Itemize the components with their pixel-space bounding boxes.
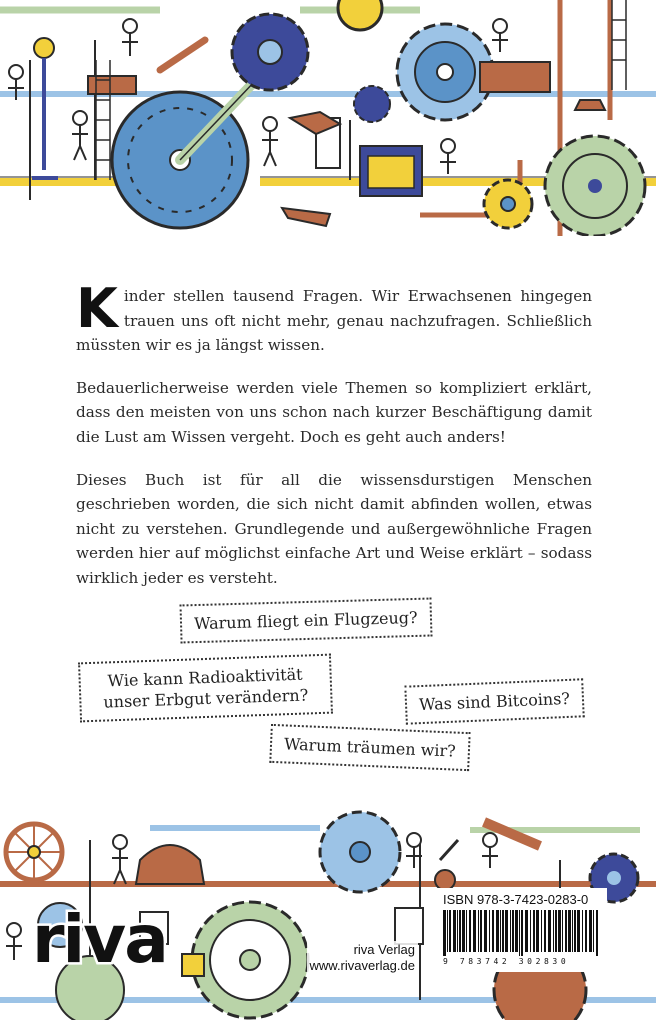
top-machinery-illustration <box>0 0 656 236</box>
question-box-traeumen: Warum träumen wir? <box>269 724 470 771</box>
barcode-bar <box>568 910 571 952</box>
barcode-bar <box>582 910 583 952</box>
barcode-bar <box>521 910 523 956</box>
question-box-radioaktivitaet <box>78 654 333 723</box>
navy-gear <box>232 14 308 90</box>
barcode-bar <box>558 910 561 952</box>
barcode-bar <box>589 910 592 952</box>
question-radio-line-1: Wie kann Radioaktivität <box>107 664 303 691</box>
question-radio-line-2: unser Erbgut verändern? <box>103 685 309 712</box>
barcode-bar <box>462 910 465 952</box>
barcode-graphic <box>443 910 599 956</box>
barcode-bar <box>515 910 518 952</box>
barcode-bar <box>544 910 546 952</box>
barcode-bar <box>466 910 467 952</box>
machinery-drawing <box>0 0 656 236</box>
barcode-bar <box>565 910 567 952</box>
dropcap-letter: K <box>76 277 118 340</box>
publisher-name: riva Verlag <box>353 942 415 957</box>
barcode-bar <box>574 910 576 952</box>
barcode-bar <box>496 910 499 952</box>
green-gear <box>545 136 645 236</box>
barcode-bar <box>510 910 511 952</box>
barcode-bar <box>572 910 573 952</box>
barcode-bar <box>457 910 458 952</box>
barcode-bar <box>447 910 448 952</box>
big-green-gear <box>192 902 308 1018</box>
barcode-bar <box>449 910 451 952</box>
barcode-bar <box>492 910 494 952</box>
barcode-bar <box>443 910 446 956</box>
brown-wheel <box>6 824 62 880</box>
barcode-bar <box>500 910 501 952</box>
barcode-bar <box>484 910 487 952</box>
isbn-barcode-box <box>433 888 607 972</box>
barcode-bar <box>577 910 580 952</box>
barcode-bar <box>536 910 539 952</box>
barcode-bar <box>489 910 490 952</box>
question-box-flugzeug: Warum fliegt ein Flugzeug? <box>180 597 433 643</box>
blue-gear-bottom <box>320 812 400 892</box>
riva-logo: riva <box>32 901 167 978</box>
barcode-bar <box>512 910 514 952</box>
barcode-bar <box>553 910 554 952</box>
barcode-bar <box>473 910 476 952</box>
barcode-bar <box>530 910 531 952</box>
barcode-bar <box>555 910 557 952</box>
barcode-bar <box>562 910 563 952</box>
barcode-bar <box>505 910 508 952</box>
barcode-bar <box>596 910 598 956</box>
barcode-bar <box>480 910 482 952</box>
barcode-bar <box>453 910 456 952</box>
barcode-bar <box>585 910 587 952</box>
intro-paragraph-3: Dieses Buch ist für all die wissensdurstigen Menschen geschrieben worden, die sich nicht damit abfinden wollen, etwas nicht zu verstehen. Grundlegende und außergewöhnliche Fragen werden hier auf möglichst einfache Art und Weise erklärt – sodass wirklich jeder es versteht. <box>76 470 592 587</box>
barcode-bar <box>519 910 520 956</box>
barcode-bar <box>469 910 471 952</box>
barcode-bar <box>525 910 528 952</box>
question-box-bitcoins: Was sind Bitcoins? <box>404 678 584 724</box>
barcode-digits: 9 783742 302830 <box>443 957 570 966</box>
paragraph-1-text: inder stellen tausend Fragen. Wir Erwachsenen hingegen trauen uns oft nicht mehr, genau nachzufragen. Schließlich müssten wir es ja längst wissen. <box>76 287 592 355</box>
barcode-bar <box>593 910 594 952</box>
intro-text <box>76 277 592 609</box>
isbn-label: ISBN 978-3-7423-0283-0 <box>443 892 589 907</box>
publisher-url: www.rivaverlag.de <box>309 958 415 973</box>
publisher-info <box>307 941 419 975</box>
barcode-bar <box>459 910 461 952</box>
barcode-bar <box>533 910 535 952</box>
barcode-bar <box>502 910 504 952</box>
barcode-bar <box>478 910 479 952</box>
light-blue-gear <box>397 24 493 120</box>
intro-paragraph-1 <box>76 277 592 358</box>
intro-paragraph-2: Bedauerlicherweise werden viele Themen so kompliziert erklärt, dass den meisten von uns schon nach kurzer Beschäftigung damit die Lust am Wissen vergeht. Doch es geht auch anders! <box>76 378 592 446</box>
barcode-bar <box>548 910 551 952</box>
barcode-bar <box>541 910 542 952</box>
